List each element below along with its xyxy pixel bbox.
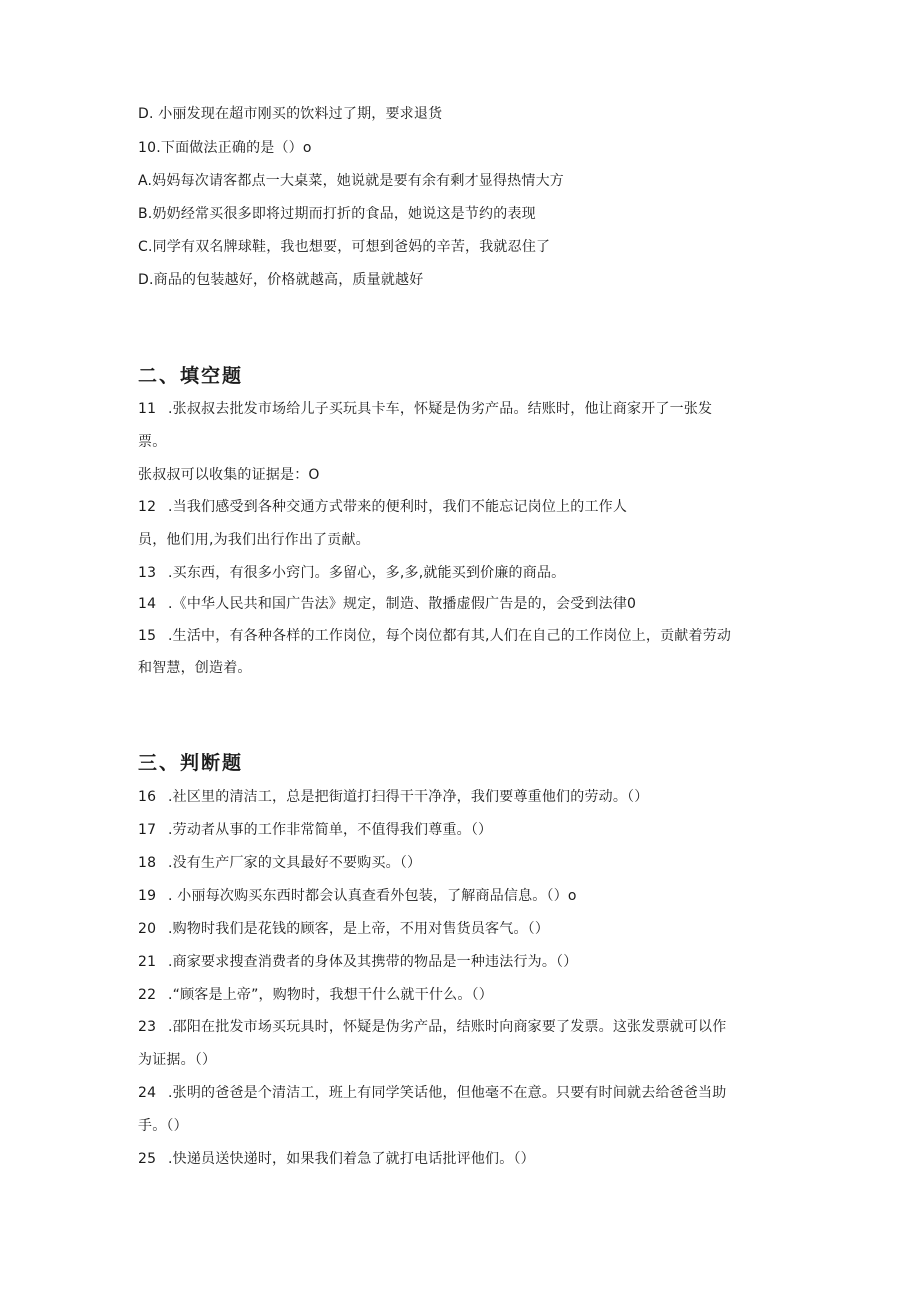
q10-option-d: D.商品的包装越好，价格就越高，质量就越好 [138, 272, 424, 288]
question-16 [138, 787, 648, 807]
question-text: .当我们感受到各种交通方式带来的便利时，我们不能忘记岗位上的工作人 [168, 499, 628, 515]
question-number: 17 [138, 822, 157, 838]
q10-option-b: B.奶奶经常买很多即将过期而打折的食品，她说这是节约的表现 [138, 206, 536, 222]
question-number: 15 [138, 628, 157, 644]
question-number: 25 [138, 1151, 157, 1167]
question-24-line1 [138, 1083, 726, 1103]
question-text: .邵阳在批发市场买玩具时，怀疑是伪劣产品，结账时向商家要了发票。这张发票就可以作 [168, 1019, 727, 1035]
question-text: .劳动者从事的工作非常简单，不值得我们尊重。（） [168, 822, 493, 838]
question-number: 22 [138, 987, 157, 1003]
question-17 [138, 820, 492, 840]
question-23-line1 [138, 1017, 726, 1037]
question-11-line3: 张叔叔可以收集的证据是：O [138, 467, 320, 483]
question-text: .没有生产厂家的文具最好不要购买。（） [168, 855, 422, 871]
question-14 [138, 594, 636, 614]
section-title-fill-blank: 二、填空题 [138, 365, 244, 387]
question-18 [138, 853, 421, 873]
question-21 [138, 952, 577, 972]
question-number: 13 [138, 565, 157, 581]
question-text: .生活中，有各种各样的工作岗位，每个岗位都有其,人们在自己的工作岗位上，贡献着劳动 [168, 628, 732, 644]
question-text: .张叔叔去批发市场给儿子买玩具卡车，怀疑是伪劣产品。结账时，他让商家开了一张发 [168, 401, 713, 417]
question-20 [138, 919, 549, 939]
question-text: .张明的爸爸是个清洁工，班上有同学笑话他，但他毫不在意。只要有时间就去给爸爸当助 [168, 1085, 727, 1101]
question-11-line2: 票。 [138, 434, 167, 450]
question-13 [138, 563, 565, 583]
q10-option-a: A.妈妈每次请客都点一大桌菜，她说就是要有余有剩才显得热情大方 [138, 173, 564, 189]
question-number: 21 [138, 954, 157, 970]
question-15-line1 [138, 626, 731, 646]
q10-option-c: C.同学有双名牌球鞋，我也想要，可想到爸妈的辛苦，我就忍住了 [138, 239, 551, 255]
question-15-line2: 和智慧，创造着。 [138, 660, 252, 676]
question-12-line1 [138, 497, 627, 517]
question-text: .“顾客是上帝”，购物时，我想干什么就干什么。（） [168, 987, 493, 1003]
question-number: 16 [138, 789, 157, 805]
question-number: 19 [138, 888, 157, 904]
question-text: .快递员送快递时，如果我们着急了就打电话批评他们。（） [168, 1151, 535, 1167]
question-24-line2: 手。（） [138, 1118, 188, 1134]
question-25 [138, 1149, 535, 1169]
question-19 [138, 886, 577, 906]
q9-option-d: D. 小丽发现在超市刚买的饮料过了期，要求退货 [138, 106, 443, 122]
question-text: .《中华人民共和国广告法》规定，制造、散播虚假广告是的，会受到法律0 [168, 596, 637, 612]
question-number: 14 [138, 596, 157, 612]
question-23-line2: 为证据。（） [138, 1052, 217, 1068]
section-title-true-false: 三、判断题 [138, 752, 244, 774]
question-12-line2: 员，他们用,为我们出行作出了贡献。 [138, 532, 370, 548]
question-number: 23 [138, 1019, 157, 1035]
question-number: 11 [138, 401, 157, 417]
question-11-line1 [138, 399, 712, 419]
question-number: 18 [138, 855, 157, 871]
q10-stem: 10.下面做法正确的是（）o [138, 140, 312, 156]
question-text: .购物时我们是花钱的顾客，是上帝，不用对售货员客气。（） [168, 921, 550, 937]
question-text: .社区里的清洁工，总是把街道打扫得干干净净，我们要尊重他们的劳动。（） [168, 789, 649, 805]
question-number: 20 [138, 921, 157, 937]
question-text: .商家要求搜查消费者的身体及其携带的物品是一种违法行为。（） [168, 954, 578, 970]
question-number: 12 [138, 499, 157, 515]
question-number: 24 [138, 1085, 157, 1101]
question-22 [138, 985, 493, 1005]
question-text: .买东西，有很多小窍门。多留心，多,多,就能买到价廉的商品。 [168, 565, 566, 581]
question-text: . 小丽每次购买东西时都会认真查看外包装，了解商品信息。（）o [168, 888, 577, 904]
